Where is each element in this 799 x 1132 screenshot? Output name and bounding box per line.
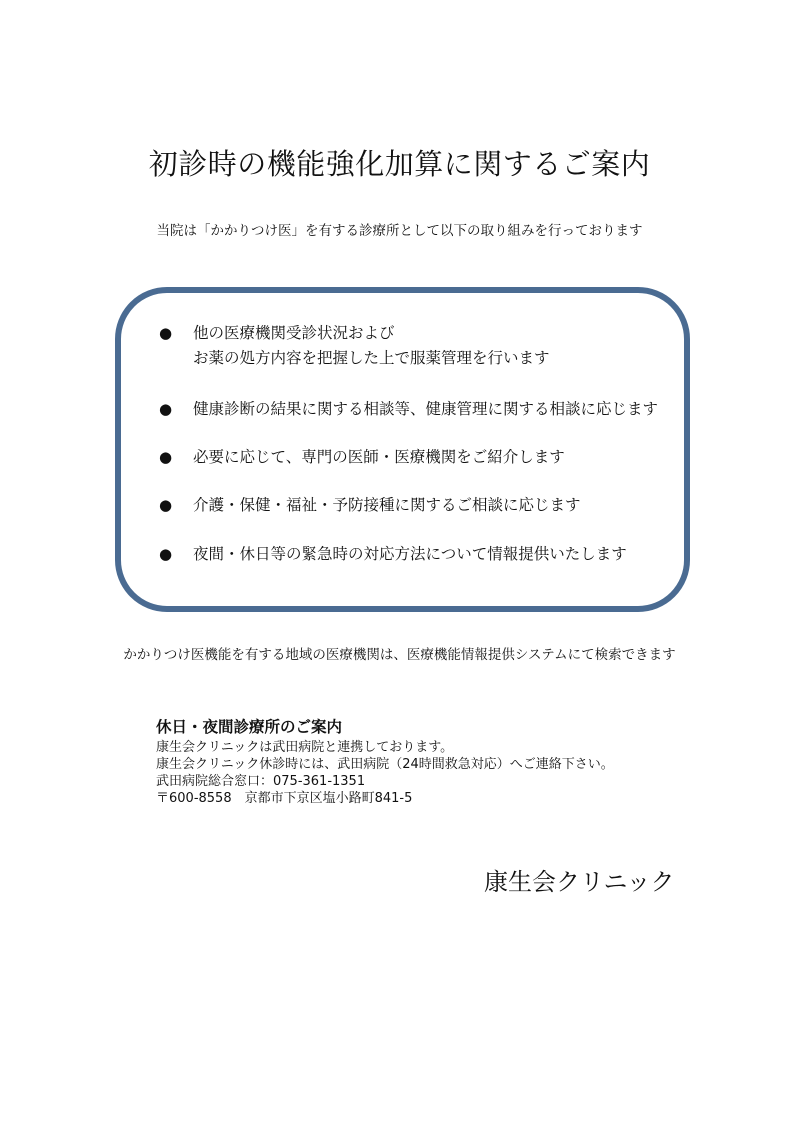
holiday-address-line: 〒600-8558 京都市下京区塩小路町841-5 [156,791,413,806]
bullet-icon: ● [159,545,173,563]
service-text [193,493,581,518]
holiday-partner-line: 康生会クリニックは武田病院と連携しております。 [156,740,454,755]
clinic-name: 康生会クリニック [484,868,675,896]
holiday-closed-day-line: 康生会クリニック休診時には、武田病院（24時間救急対応）へご連絡下さい。 [156,757,614,772]
service-text [193,397,658,422]
service-line: 必要に応じて、専門の医師・医療機関をご紹介します [193,448,565,466]
bullet-icon: ● [159,400,173,418]
holiday-phone-line: 武田病院総合窓口：075-361-1351 [156,774,366,789]
page-title: 初診時の機能強化加算に関するご案内 [148,147,651,181]
service-line: 夜間・休日等の緊急時の対応方法について情報提供いたします [193,545,627,563]
bullet-icon: ● [159,448,173,466]
service-line: 健康診断の結果に関する相談等、健康管理に関する相談に応じます [193,400,659,418]
bullet-icon: ● [159,324,173,342]
intro-text: 当院は「かかりつけ医」を有する診療所として以下の取り組みを行っております [156,223,643,239]
service-text [193,542,627,567]
search-note: かかりつけ医機能を有する地域の医療機関は、医療機能情報提供システムにて検索できます [123,647,676,663]
service-line: お薬の処方内容を把握した上で服薬管理を行います [193,349,550,367]
service-text [193,321,550,371]
service-line: 介護・保健・福祉・予防接種に関するご相談に応じます [193,496,581,514]
services-box [115,287,690,612]
service-line: 他の医療機関受診状況および [193,324,395,342]
service-text [193,445,565,470]
holiday-info [156,716,614,807]
holiday-heading: 休日・夜間診療所のご案内 [156,718,343,736]
bullet-icon: ● [159,496,173,514]
